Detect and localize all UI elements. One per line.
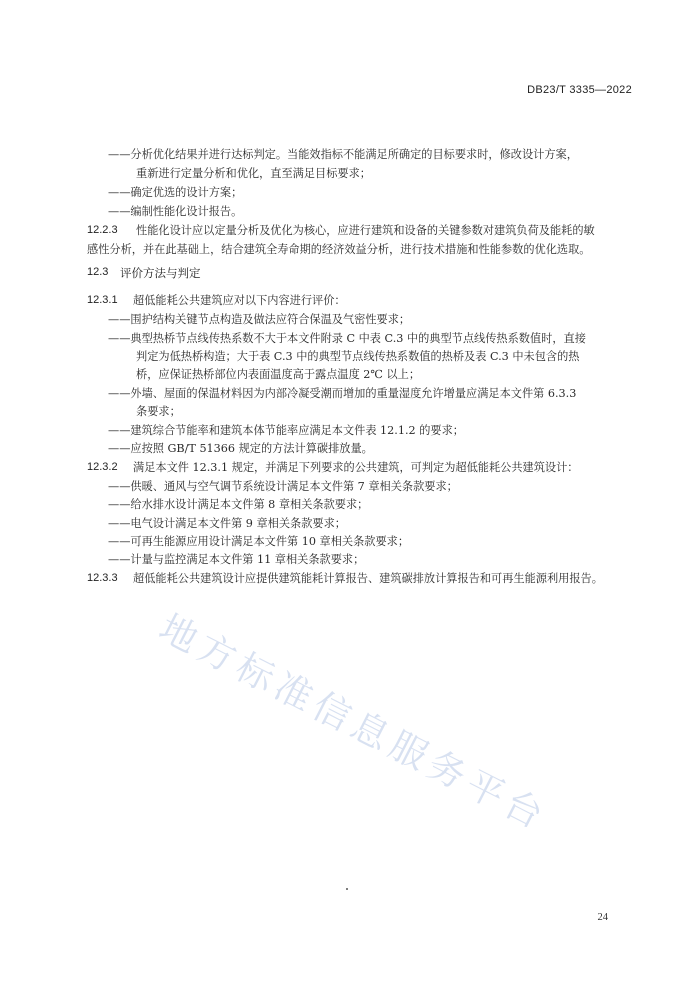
text-line: 重新进行定量分析和优化，直至满足目标要求； xyxy=(136,167,371,180)
text-line: ——确定优选的设计方案； xyxy=(108,186,243,199)
text-line: ——典型热桥节点线传热系数不大于本文件附录 C 中表 C.3 中的典型节点线传热系数值时，直接 xyxy=(108,332,586,345)
text-line: ——供暖、通风与空气调节系统设计满足本文件第 7 章相关条款要求； xyxy=(108,480,458,493)
text-line: ——外墙、屋面的保温材料因为内部冷凝受潮而增加的重量湿度允许增量应满足本文件第 6.3.3 xyxy=(108,387,577,400)
text-line: 判定为低热桥构造；大于表 C.3 中的典型节点线传热系数值的热桥及表 C.3 中未包含的热 xyxy=(136,350,580,363)
clause-number: 12.3.1 xyxy=(87,294,118,306)
watermark: 地方标准信息服务平台 xyxy=(152,606,556,840)
text-line: ——建筑综合节能率和建筑本体节能率应满足本文件表 12.1.2 的要求； xyxy=(108,424,464,437)
text-line: 条要求； xyxy=(136,405,181,418)
section-title: 评价方法与判定 xyxy=(120,266,201,280)
dot-mark xyxy=(346,888,348,890)
section-number: 12.3 xyxy=(87,266,109,278)
text-line: ——给水排水设计满足本文件第 8 章相关条款要求； xyxy=(108,498,369,511)
text-line: 感性分析，并在此基础上，结合建筑全寿命期的经济效益分析，进行技术措施和性能参数的优化选取。 xyxy=(87,243,591,256)
text-line: 性能化设计应以定量分析及优化为核心，应进行建筑和设备的关键参数对建筑负荷及能耗的敏 xyxy=(136,224,595,237)
clause-number: 12.3.2 xyxy=(87,461,118,473)
text-line: ——应按照 GB/T 51366 规定的方法计算碳排放量。 xyxy=(108,442,373,455)
standard-code: DB23/T 3335—2022 xyxy=(527,84,632,96)
text-line: ——电气设计满足本文件第 9 章相关条款要求； xyxy=(108,517,346,530)
text-line: 桥，应保证热桥部位内表面温度高于露点温度 2℃ 以上； xyxy=(136,368,421,381)
page-number: 24 xyxy=(597,912,608,923)
text-line: 超低能耗公共建筑设计应提供建筑能耗计算报告、建筑碳排放计算报告和可再生能源利用报告。 xyxy=(133,572,603,585)
text-line: 满足本文件 12.3.1 规定，并满足下列要求的公共建筑，可判定为超低能耗公共建筑设计： xyxy=(133,461,579,474)
text-line: ——分析优化结果并进行达标判定。当能效指标不能满足所确定的目标要求时，修改设计方案， xyxy=(108,148,578,161)
text-line: ——围护结构关键节点构造及做法应符合保温及气密性要求； xyxy=(108,313,411,326)
text-line: ——计量与监控满足本文件第 11 章相关条款要求； xyxy=(108,553,365,566)
text-line: 超低能耗公共建筑应对以下内容进行评价： xyxy=(133,294,346,307)
text-line: ——编制性能化设计报告。 xyxy=(108,205,243,218)
clause-number: 12.2.3 xyxy=(87,224,118,236)
text-line: ——可再生能源应用设计满足本文件第 10 章相关条款要求； xyxy=(108,535,410,548)
clause-number: 12.3.3 xyxy=(87,572,118,584)
